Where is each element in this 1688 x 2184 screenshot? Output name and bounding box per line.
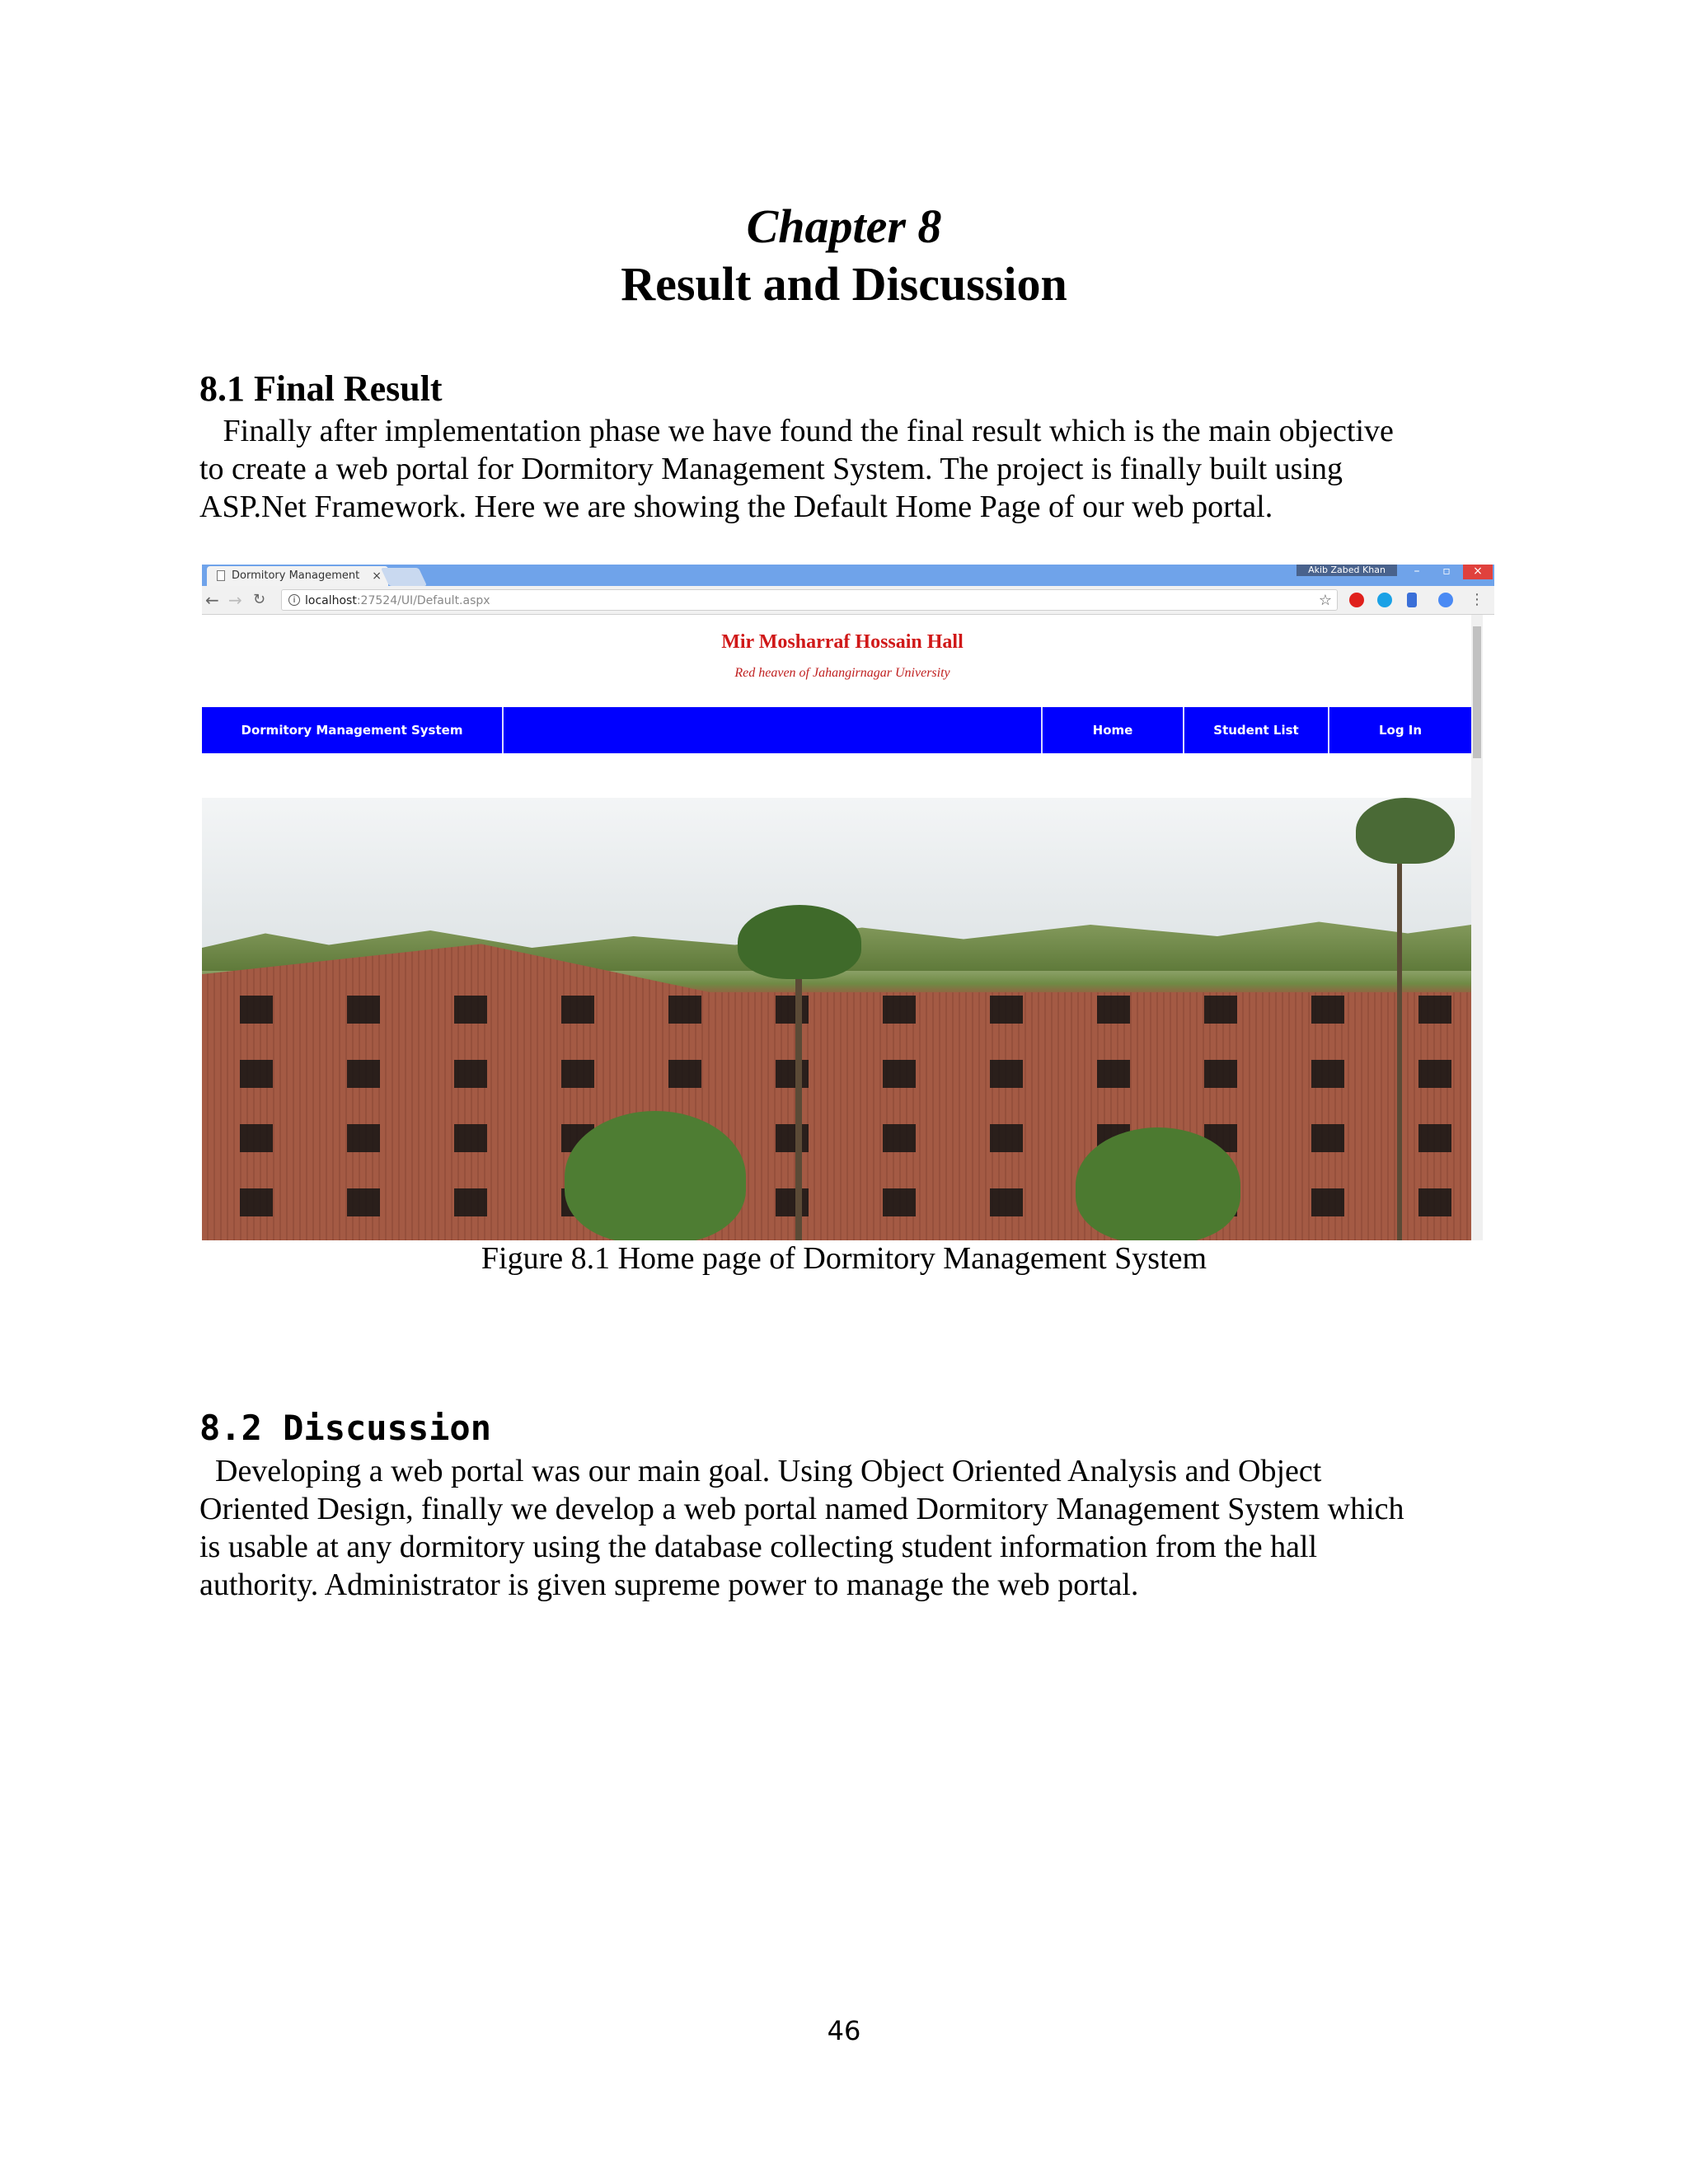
paragraph-line: authority. Administrator is given supreme power to manage the web portal. xyxy=(199,1568,1139,1602)
minimize-icon[interactable]: – xyxy=(1414,565,1420,578)
star-icon[interactable]: ☆ xyxy=(1318,592,1332,609)
shrub xyxy=(565,1111,746,1240)
home-page-screenshot xyxy=(202,565,1494,1240)
section-heading-discussion: 8.2 Discussion xyxy=(199,1408,492,1448)
tree-trunk xyxy=(1397,814,1402,1240)
url-path: :27524/UI/Default.aspx xyxy=(356,594,490,607)
section-heading-final-result: 8.1 Final Result xyxy=(199,368,443,409)
palm-tree xyxy=(738,905,861,979)
page-number: 46 xyxy=(827,2015,861,2046)
scroll-thumb[interactable] xyxy=(1473,626,1481,758)
nav-log-in[interactable]: Log In xyxy=(1378,723,1423,738)
skype-icon[interactable] xyxy=(1377,593,1392,607)
paragraph-line: Finally after implementation phase we have found the final result which is the main objective xyxy=(199,414,1394,448)
window-close-icon[interactable]: × xyxy=(1463,565,1493,579)
browser-tab[interactable] xyxy=(207,566,388,586)
building-windows xyxy=(202,996,1471,1240)
paragraph-line: Oriented Design, finally we develop a web portal named Dormitory Management System which xyxy=(199,1492,1404,1526)
paragraph-line: ASP.Net Framework. Here we are showing the Default Home Page of our web portal. xyxy=(199,490,1273,524)
chapter-number: Chapter 8 xyxy=(746,199,942,253)
hall-photo xyxy=(202,798,1471,1240)
address-bar[interactable] xyxy=(281,589,1338,611)
close-tab-icon[interactable]: × xyxy=(372,569,382,583)
page-viewport xyxy=(202,615,1494,1240)
opera-icon[interactable] xyxy=(1349,593,1364,607)
new-tab-button[interactable] xyxy=(381,568,427,586)
browser-toolbar xyxy=(202,586,1494,615)
tab-title: Dormitory Management xyxy=(232,569,360,582)
page-icon xyxy=(217,570,225,581)
nav-home[interactable]: Home xyxy=(1043,707,1184,753)
reload-icon[interactable]: ↻ xyxy=(253,591,266,608)
download-icon[interactable] xyxy=(1407,593,1417,607)
shrub xyxy=(1076,1127,1240,1240)
figure-caption: Figure 8.1 Home page of Dormitory Management System xyxy=(481,1241,1207,1276)
info-icon[interactable]: i xyxy=(288,594,300,606)
url-host: localhost xyxy=(305,594,357,607)
forward-icon[interactable]: → xyxy=(228,590,242,610)
extension-icon[interactable] xyxy=(1438,593,1453,607)
menu-icon[interactable]: ⋮ xyxy=(1470,591,1484,608)
chapter-title: Result and Discussion xyxy=(621,257,1067,311)
nav-brand[interactable]: Dormitory Management System xyxy=(202,707,504,753)
paragraph-line: Developing a web portal was our main goal. Using Object Oriented Analysis and Object xyxy=(199,1454,1322,1488)
browser-titlebar xyxy=(202,565,1494,586)
nav-student-list[interactable]: Student List xyxy=(1184,707,1329,753)
site-navbar xyxy=(202,707,1471,753)
restore-icon[interactable]: ▫ xyxy=(1442,565,1451,578)
profile-chip[interactable]: Akib Zabed Khan xyxy=(1296,565,1397,576)
palm-trunk xyxy=(795,946,802,1240)
site-tagline: Red heaven of Jahangirnagar University xyxy=(734,666,950,680)
scrollbar[interactable] xyxy=(1471,615,1483,1240)
paragraph-line: is usable at any dormitory using the database collecting student information from the hall xyxy=(199,1530,1318,1564)
back-icon[interactable]: ← xyxy=(205,590,219,610)
tree xyxy=(1356,798,1455,864)
paragraph-line: to create a web portal for Dormitory Management System. The project is finally built using xyxy=(199,452,1343,486)
site-name: Mir Mosharraf Hossain Hall xyxy=(721,631,964,653)
nav-spacer xyxy=(504,707,1043,753)
